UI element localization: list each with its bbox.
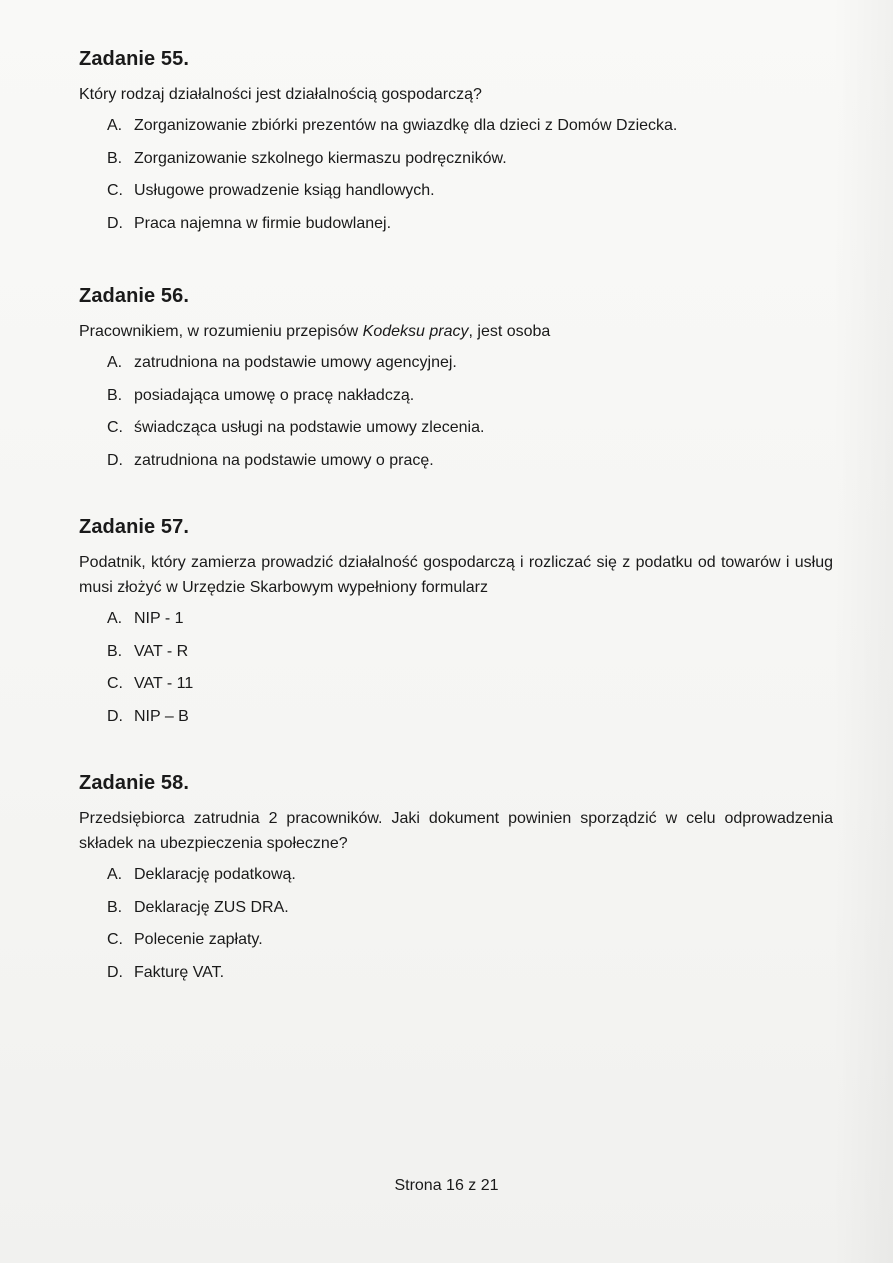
task-question: Podatnik, który zamierza prowadzić działalność gospodarczą i rozliczać się z podatku od towarów i usług musi złożyć w Urzędzie Skarbowym wypełniony formularz (79, 554, 833, 596)
answer-letter: C. (107, 675, 123, 693)
answer-option-b (107, 386, 833, 419)
answer-letter: B. (107, 642, 123, 660)
answer-letter: A. (107, 117, 123, 134)
answer-text: Deklarację ZUS DRA. (134, 898, 289, 916)
task-57 (79, 515, 833, 739)
answer-option-b (107, 642, 833, 675)
answer-option-c (107, 674, 833, 707)
answer-text: NIP – B (134, 707, 189, 725)
task-58 (79, 771, 833, 995)
answer-list (107, 353, 833, 483)
task-title: Zadanie 56. (79, 285, 190, 307)
answer-letter: C. (107, 182, 123, 200)
answer-option-b (107, 898, 833, 931)
answer-letter: D. (107, 707, 123, 725)
task-title: Zadanie 55. (79, 48, 190, 70)
answer-letter: D. (107, 963, 123, 981)
answer-text: Zorganizowanie zbiórki prezentów na gwiazdkę dla dzieci z Domów Dziecka. (134, 117, 678, 134)
task-title: Zadanie 57. (79, 516, 190, 538)
answer-letter: D. (107, 451, 123, 469)
answer-text: świadcząca usługi na podstawie umowy zlecenia. (134, 419, 485, 437)
answer-letter: C. (107, 419, 123, 437)
answer-letter: A. (107, 354, 123, 371)
question-text-start: Pracownikiem, w rozumieniu przepisów (79, 323, 363, 340)
answer-text: NIP - 1 (134, 610, 184, 627)
answer-option-c (107, 181, 833, 214)
question-italic-term: Kodeksu pracy (362, 323, 469, 340)
answer-option-a (107, 609, 833, 642)
answer-option-d (107, 707, 833, 740)
answer-list (107, 865, 833, 995)
answer-text: VAT - R (134, 642, 189, 660)
answer-option-a (107, 865, 833, 898)
answer-option-b (107, 149, 833, 182)
answer-option-d (107, 451, 833, 484)
answer-option-d (107, 214, 833, 247)
answer-letter: B. (107, 386, 123, 404)
answer-text: zatrudniona na podstawie umowy agencyjnej. (134, 354, 457, 371)
question-text-end: , jest osoba (468, 323, 551, 340)
answer-text: Zorganizowanie szkolnego kiermaszu podręczników. (134, 149, 507, 167)
answer-text: VAT - 11 (134, 675, 194, 693)
answer-text: Fakturę VAT. (134, 963, 225, 981)
task-55 (79, 47, 833, 246)
task-question: Przedsiębiorca zatrudnia 2 pracowników. Jaki dokument powinien sporządzić w celu odprowadzenia składek na ubezpieczenia społeczne? (79, 810, 833, 852)
answer-letter: D. (107, 214, 123, 232)
answer-option-a (107, 116, 833, 149)
answer-option-c (107, 418, 833, 451)
answer-list (107, 116, 833, 246)
answer-text: Usługowe prowadzenie ksiąg handlowych. (134, 182, 435, 200)
answer-letter: B. (107, 149, 123, 167)
answer-list (107, 609, 833, 739)
answer-text: Polecenie zapłaty. (134, 931, 263, 949)
task-56 (79, 284, 833, 483)
task-title: Zadanie 58. (79, 772, 190, 794)
scan-shadow (833, 0, 893, 1263)
answer-text: zatrudniona na podstawie umowy o pracę. (134, 451, 434, 469)
answer-option-a (107, 353, 833, 386)
answer-text: Praca najemna w firmie budowlanej. (134, 214, 392, 232)
task-question: Który rodzaj działalności jest działalnością gospodarczą? (79, 86, 482, 103)
answer-letter: B. (107, 898, 123, 916)
task-question (79, 319, 833, 344)
page-number: Strona 16 z 21 (394, 1177, 499, 1194)
answer-letter: A. (107, 866, 123, 883)
answer-option-c (107, 930, 833, 963)
answer-option-d (107, 963, 833, 996)
answer-letter: A. (107, 610, 123, 627)
answer-text: posiadająca umowę o pracę nakładczą. (134, 386, 415, 404)
answer-letter: C. (107, 931, 123, 949)
answer-text: Deklarację podatkową. (134, 866, 296, 883)
